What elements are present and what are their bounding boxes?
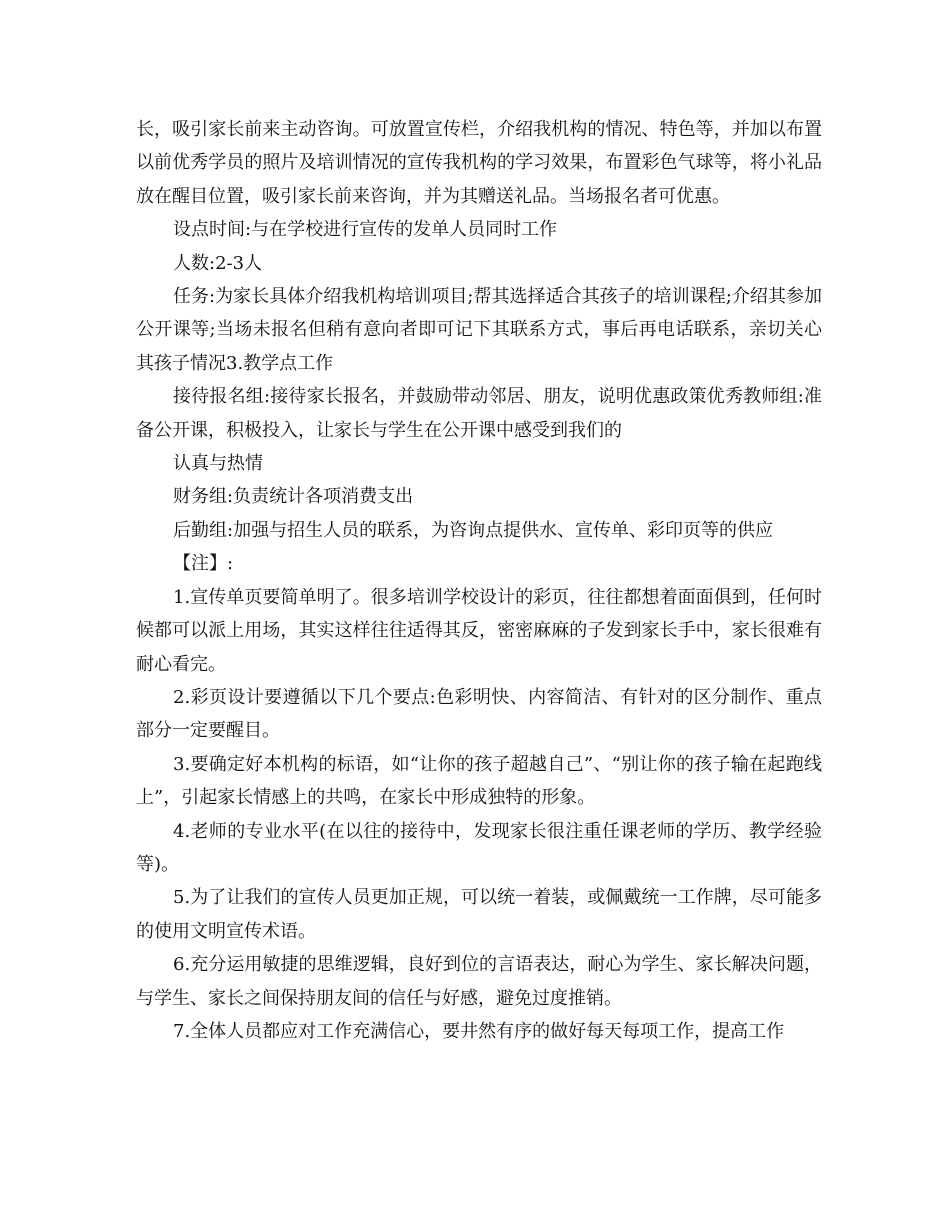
- paragraph-setup-time: 设点时间:与在学校进行宣传的发单人员同时工作: [173, 219, 558, 241]
- paragraph-note-3: 3.要确定好本机构的标语，如“让你的孩子超越自己”、“别让你的孩子输在起跑线上”，引起家长情感上的共鸣，在家长中形成独特的形象。: [136, 753, 822, 809]
- document-body: [136, 113, 822, 1048]
- paragraph-intro-continuation: 长，吸引家长前来主动咨询。可放置宣传栏，介绍我机构的情况、特色等，并加以布置以前优秀学员的照片及培训情况的宣传我机构的学习效果，布置彩色气球等，将小礼品放在醒目位置，吸引家长前来咨询，并为其赠送礼品。当场报名者可优惠。: [136, 119, 822, 207]
- paragraph-reception-group: 接待报名组:接待家长报名，并鼓励带动邻居、朋友，说明优惠政策优秀教师组:准备公开课，积极投入，让家长与学生在公开课中感受到我们的: [136, 386, 822, 441]
- paragraph-notes-heading: 【注】:: [173, 553, 234, 575]
- paragraph-logistics-group: 后勤组:加强与招生人员的联系，为咨询点提供水、宣传单、彩印页等的供应: [173, 519, 774, 541]
- paragraph-finance-group: 财务组:负责统计各项消费支出: [173, 486, 414, 508]
- paragraph-note-5: 5.为了让我们的宣传人员更加正规，可以统一着装，或佩戴统一工作牌，尽可能多的使用文明宣传术语。: [136, 887, 822, 942]
- paragraph-note-6: 6.充分运用敏捷的思维逻辑，良好到位的言语表达，耐心为学生、家长解决问题，与学生、家长之间保持朋友间的信任与好感，避免过度推销。: [136, 954, 822, 1009]
- paragraph-note-7: 7.全体人员都应对工作充满信心，要井然有序的做好每天每项工作，提高工作: [173, 1020, 785, 1042]
- paragraph-note-2: 2.彩页设计要遵循以下几个要点:色彩明快、内容简洁、有针对的区分制作、重点部分一定要醒目。: [136, 686, 822, 742]
- paragraph-sincerity: 认真与热情: [173, 453, 263, 475]
- paragraph-note-1: 1.宣传单页要简单明了。很多培训学校设计的彩页，往往都想着面面俱到，任何时候都可以派上用场，其实这样往往适得其反，密密麻麻的子发到家长手中，家长很难有耐心看完。: [136, 586, 822, 675]
- paragraph-tasks: 任务:为家长具体介绍我机构培训项目;帮其选择适合其孩子的培训课程;介绍其参加公开课等;当场未报名但稍有意向者即可记下其联系方式，事后再电话联系，亲切关心其孩子情况3.教学点工作: [136, 286, 822, 374]
- paragraph-note-4: 4.老师的专业水平(在以往的接待中，发现家长很注重任课老师的学历、教学经验等)。: [136, 820, 822, 875]
- paragraph-headcount: 人数:2-3人: [173, 252, 263, 274]
